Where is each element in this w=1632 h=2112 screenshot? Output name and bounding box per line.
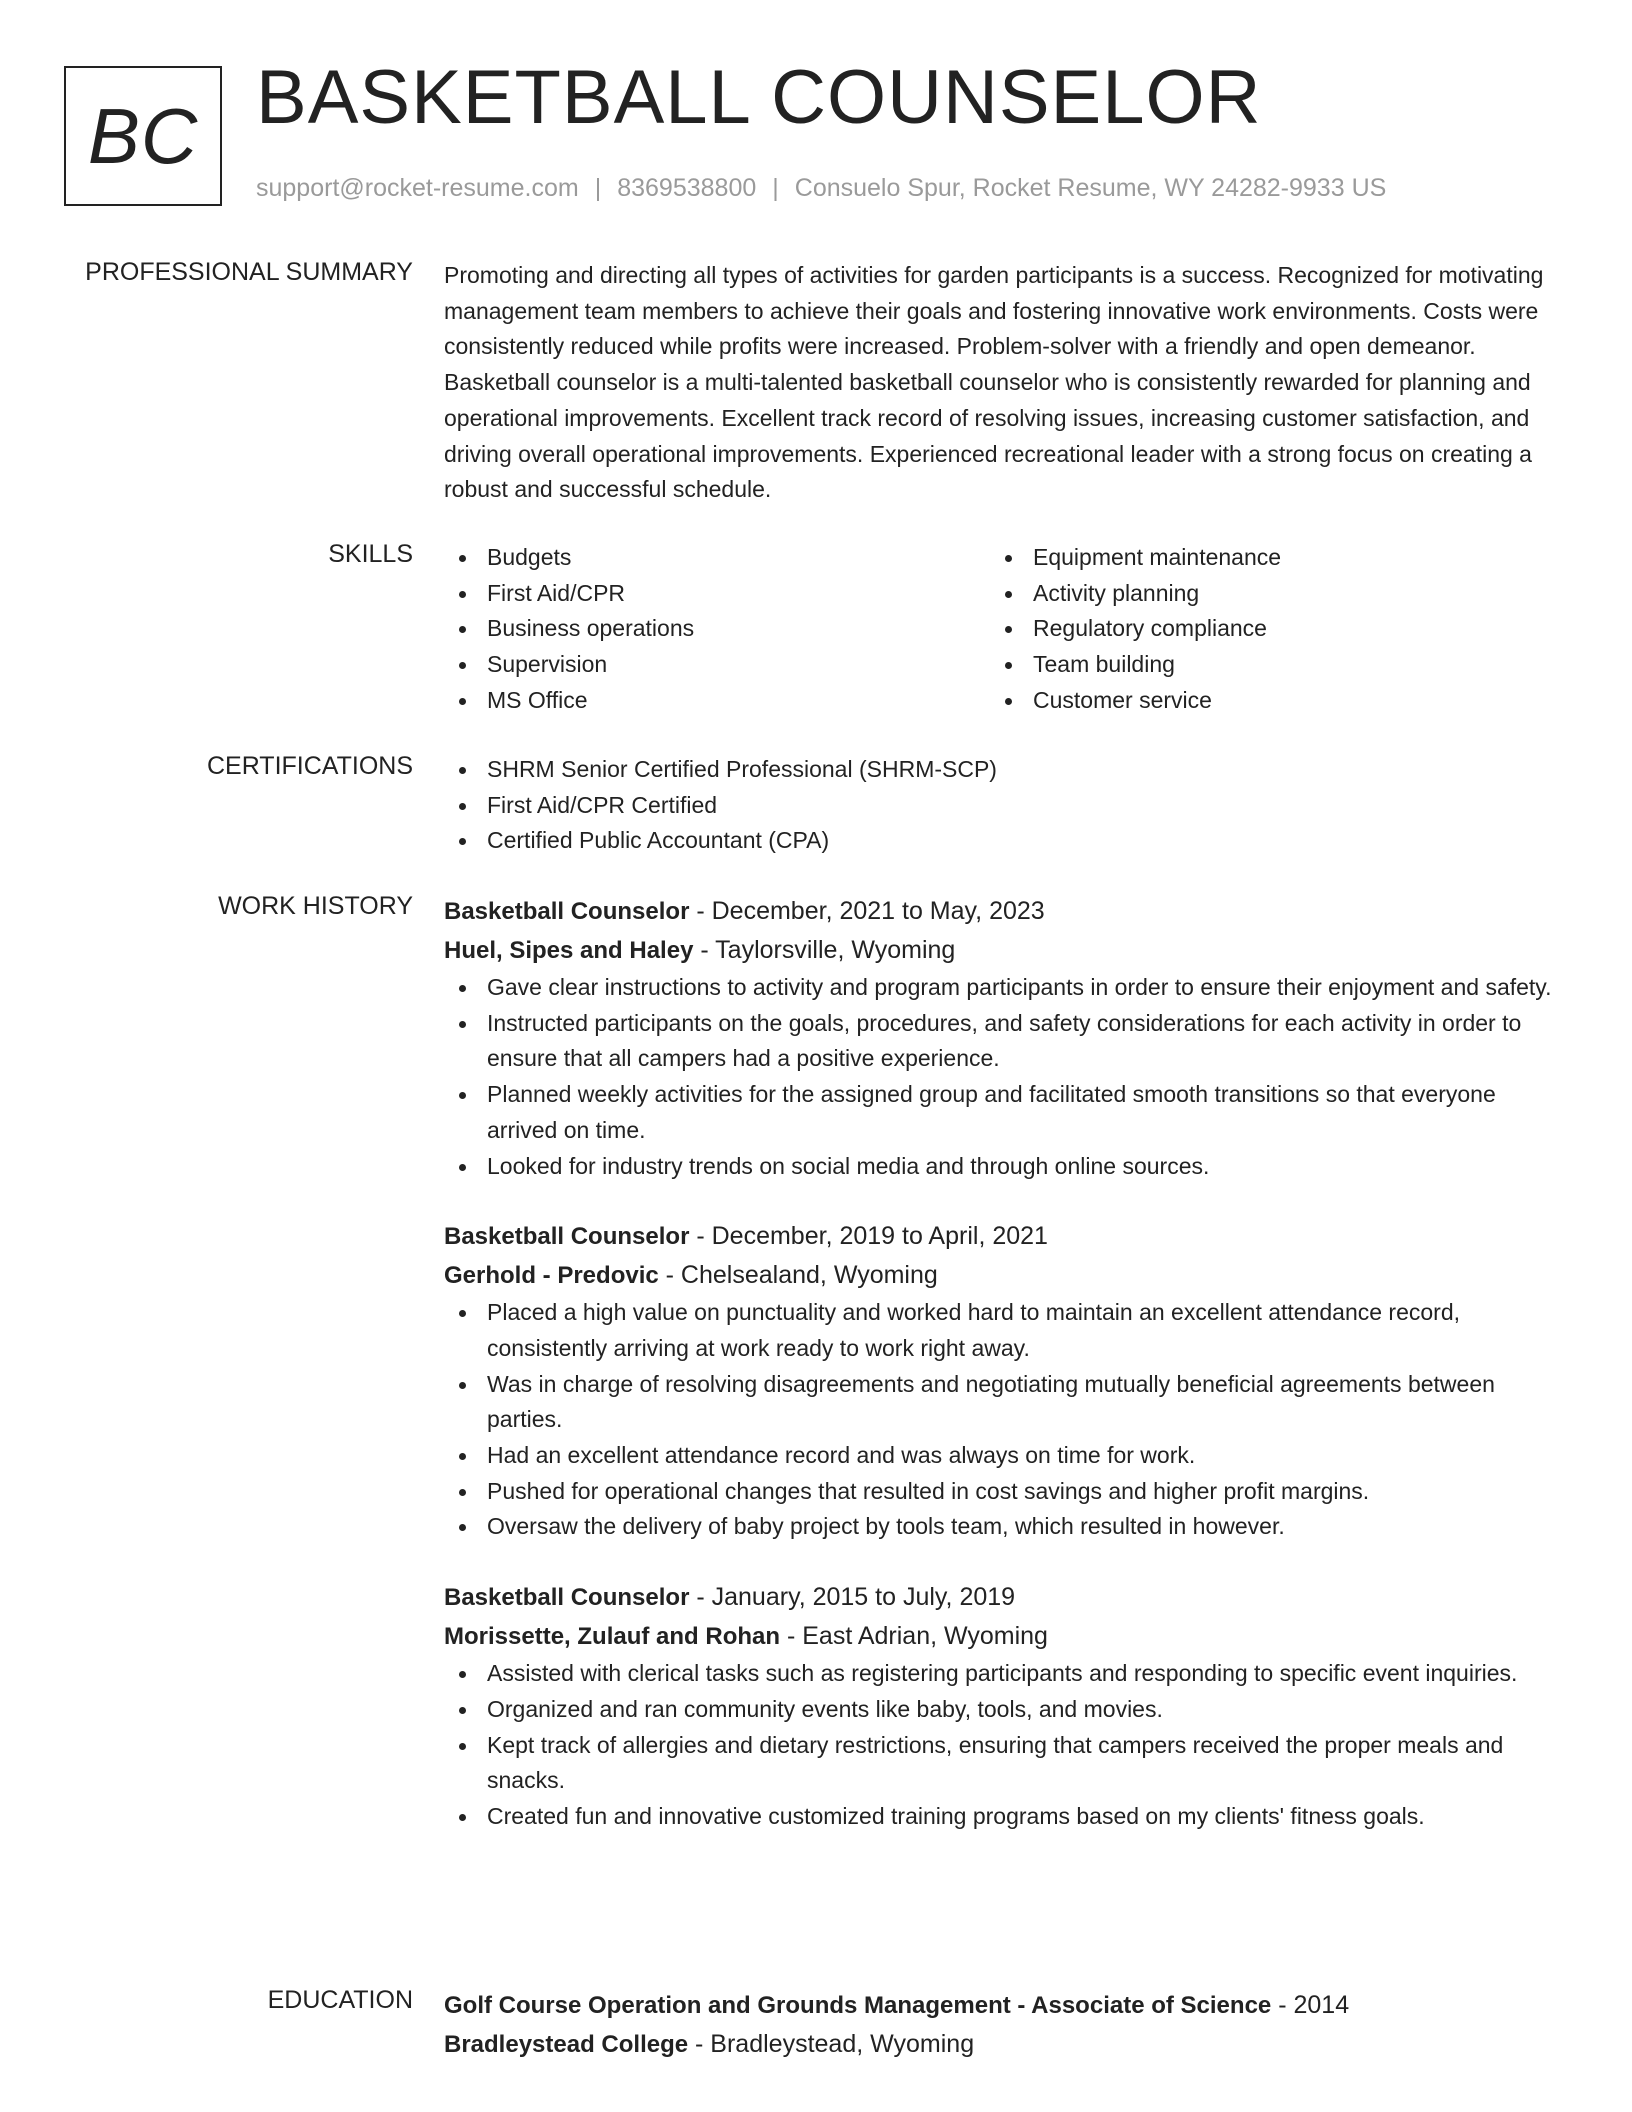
job-title-line <box>444 892 1556 931</box>
list-item: Customer service <box>990 683 1536 719</box>
job-dates: - December, 2021 to May, 2023 <box>689 897 1045 925</box>
list-item: Gave clear instructions to activity and program participants in order to ensure their enjoyment and safety. <box>444 970 1556 1006</box>
work-history-body <box>444 892 1556 1868</box>
contact-email[interactable]: support@rocket-resume.com <box>256 174 579 202</box>
job-location: - Chelsealand, Wyoming <box>658 1261 938 1290</box>
contact-phone[interactable]: 8369538800 <box>617 174 757 202</box>
education-degree: Golf Course Operation and Grounds Management - Associate of Science <box>444 1992 1272 2019</box>
list-item: Had an excellent attendance record and was always on time for work. <box>444 1438 1556 1474</box>
list-item: Supervision <box>444 647 990 683</box>
list-item: Was in charge of resolving disagreements and negotiating mutually beneficial agreements between parties. <box>444 1367 1556 1438</box>
job-title: Basketball Counselor <box>444 1223 690 1251</box>
list-item: Placed a high value on punctuality and worked hard to maintain an excellent attendance record, consistently arriving at work ready to work right away. <box>444 1295 1556 1366</box>
list-item: Team building <box>990 647 1536 683</box>
monogram-box <box>64 66 222 206</box>
job-company-line <box>444 1617 1556 1656</box>
job-company-line <box>444 1256 1556 1295</box>
education-degree-line <box>444 1986 1556 2025</box>
job-title: Basketball Counselor <box>444 898 690 925</box>
skills-label: SKILLS <box>328 540 413 568</box>
list-item: Activity planning <box>990 576 1536 612</box>
skills-body <box>444 540 1556 719</box>
education-label: EDUCATION <box>267 1986 413 2014</box>
list-item: Assisted with clerical tasks such as registering participants and responding to specific event inquiries. <box>444 1656 1556 1692</box>
list-item: First Aid/CPR <box>444 576 990 612</box>
list-item: Oversaw the delivery of baby project by tools team, which resulted in however. <box>444 1509 1556 1545</box>
education-year: - 2014 <box>1271 1991 1350 2019</box>
job-location: - Taylorsville, Wyoming <box>693 936 956 964</box>
list-item: Kept track of allergies and dietary restrictions, ensuring that campers received the proper meals and snacks. <box>444 1728 1556 1799</box>
certifications-label: CERTIFICATIONS <box>206 752 413 780</box>
list-item: Looked for industry trends on social media and through online sources. <box>444 1149 1556 1185</box>
list-item: Business operations <box>444 611 990 647</box>
skills-right-list <box>990 540 1536 719</box>
list-item: Instructed participants on the goals, procedures, and safety considerations for each activity in order to ensure that all campers had a positive experience. <box>444 1006 1556 1077</box>
list-item: SHRM Senior Certified Professional (SHRM-SCP) <box>444 752 1556 788</box>
job-entry <box>444 1578 1556 1835</box>
list-item: MS Office <box>444 683 990 719</box>
contact-separator: | <box>594 174 602 202</box>
job-bullets <box>444 970 1556 1184</box>
skills-left-list <box>444 540 990 719</box>
summary-label: PROFESSIONAL SUMMARY <box>85 258 413 286</box>
monogram-text: BC <box>87 91 199 180</box>
education-school: Bradleystead College <box>444 2031 689 2058</box>
list-item: First Aid/CPR Certified <box>444 788 1556 824</box>
list-item: Equipment maintenance <box>990 540 1536 576</box>
job-dates: - December, 2019 to April, 2021 <box>689 1222 1048 1251</box>
job-company: Huel, Sipes and Haley <box>444 937 694 964</box>
job-title-line <box>444 1217 1556 1256</box>
education-school-line <box>444 2025 1556 2064</box>
list-item: Budgets <box>444 540 990 576</box>
education-body <box>444 1986 1556 2064</box>
job-title: Basketball Counselor <box>444 1584 690 1612</box>
job-title-line <box>444 1578 1556 1617</box>
resume-name: BASKETBALL COUNSELOR <box>256 55 1262 140</box>
contact-address: Consuelo Spur, Rocket Resume, WY 24282-9933 US <box>794 174 1387 202</box>
education-location: - Bradleystead, Wyoming <box>688 2030 975 2058</box>
certifications-list <box>444 752 1556 859</box>
job-bullets <box>444 1295 1556 1545</box>
list-item: Regulatory compliance <box>990 611 1536 647</box>
job-bullets <box>444 1656 1556 1835</box>
job-company: Morissette, Zulauf and Rohan <box>444 1623 781 1651</box>
job-dates: - January, 2015 to July, 2019 <box>689 1583 1016 1612</box>
list-item: Created fun and innovative customized training programs based on my clients' fitness goals. <box>444 1799 1556 1835</box>
summary-body <box>444 258 1556 508</box>
certifications-body <box>444 752 1556 859</box>
contact-line <box>256 174 1386 203</box>
list-item: Certified Public Accountant (CPA) <box>444 823 1556 859</box>
summary-text: Promoting and directing all types of activities for garden participants is a success. Recognized for motivating management team members to achieve their goals and fostering innovative work environments. Costs were consistently reduced while profits were increased. Problem-solver with a friendly and open demeanor. Basketball counselor is a multi-talented basketball counselor who is consistently rewarded for planning and operational improvements. Excellent track record of resolving issues, increasing customer satisfaction, and driving overall operational improvements. Experienced recreational leader with a strong focus on creating a robust and successful schedule. <box>444 262 1544 503</box>
list-item: Organized and ran community events like baby, tools, and movies. <box>444 1692 1556 1728</box>
list-item: Planned weekly activities for the assigned group and facilitated smooth transitions so that everyone arrived on time. <box>444 1077 1556 1148</box>
job-entry <box>444 1217 1556 1545</box>
contact-separator: | <box>772 174 779 202</box>
list-item: Pushed for operational changes that resulted in cost savings and higher profit margins. <box>444 1474 1556 1510</box>
job-company-line <box>444 931 1556 970</box>
job-entry <box>444 892 1556 1184</box>
work-history-label: WORK HISTORY <box>218 892 413 920</box>
job-location: - East Adrian, Wyoming <box>780 1622 1048 1651</box>
job-company: Gerhold - Predovic <box>444 1262 659 1290</box>
